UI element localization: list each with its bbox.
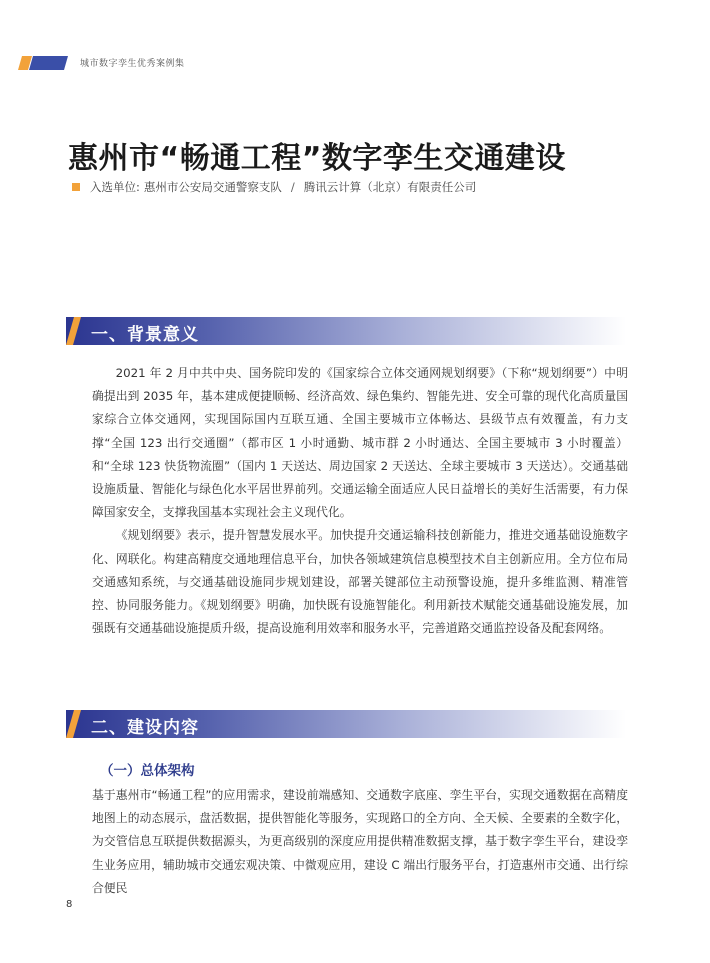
page-title: 惠州市“畅通工程”数字孪生交通建设 [68,141,566,176]
paragraph: 《规划纲要》表示，提升智慧发展水平。加快提升交通运输科技创新能力，推进交通基础设施数字化、网联化。构建高精度交通地理信息平台，加快各领域建筑信息模型技术自主创新应用。全方位布局交通感知系统，与交通基础设施同步规划建设，部署关键部位主动预警设施，提升多维监测、精准管控、协同服务能力。《规划纲要》明确，加快既有设施智能化。利用新技术赋能交通基础设施发展，加强既有交通基础设施提质升级，提高设施利用效率和服务水平，完善道路交通监控设备及配套网络。 [92,528,628,636]
section-body [92,784,628,900]
section-body [92,362,628,640]
selection-unit-1: 惠州市公安局交通警察支队 [143,180,282,194]
subheading: （一）总体架构 [100,763,195,779]
selection-line [72,179,476,195]
paragraph: 2021 年 2 月中共中央、国务院印发的《国家综合立体交通网规划纲要》（下称“规划纲要”）中明确提出到 2035 年，基本建成便捷顺畅、经济高效、绿色集约、智能先进、安全可靠的现代化高质量国家综合立体交通网，实现国际国内互联互通、全国主要城市立体畅达、县级节点有效覆盖，有力支撑“全国 123 出行交通圈”（都市区 1 小时通勤、城市群 2 小时通达、全国主要城市 3 小时覆盖）和“全球 123 快货物流圈”（国内 1 天送达、周边国家 2 天送达、全球主要城市 3 天送达）。交通基础设施质量、智能化与绿色化水平居世界前列。交通运输全面适应人民日益增长的美好生活需要，有力保障国家安全，支撑我国基本实现社会主义现代化。 [92,366,628,520]
selection-unit-2: 腾讯云计算（北京）有限责任公司 [303,180,477,194]
section-heading-background [66,710,626,738]
section-heading: 一、背景意义 [91,325,199,345]
running-header: 城市数字孪生优秀案例集 [80,59,185,69]
section-heading: 二、建设内容 [91,718,199,738]
orange-square-icon [72,183,80,191]
header-accent-bar [18,56,68,70]
selection-prefix: 入选单位: [90,180,140,194]
page-number: 8 [66,899,73,910]
section-heading-background [66,317,626,345]
paragraph: 基于惠州市“畅通工程”的应用需求，建设前端感知、交通数字底座、孪生平台，实现交通数据在高精度地图上的动态展示，盘活数据，提供智能化等服务，实现路口的全方向、全天候、全要素的全数字化，为交管信息互联提供数据源头，为更高级别的深度应用提供精准数据支撑，基于数字孪生平台，建设孪生业务应用，辅助城市交通宏观决策、中微观应用，建设 C 端出行服务平台，打造惠州市交通、出行综合便民 [92,788,628,895]
selection-separator: / [290,180,295,194]
